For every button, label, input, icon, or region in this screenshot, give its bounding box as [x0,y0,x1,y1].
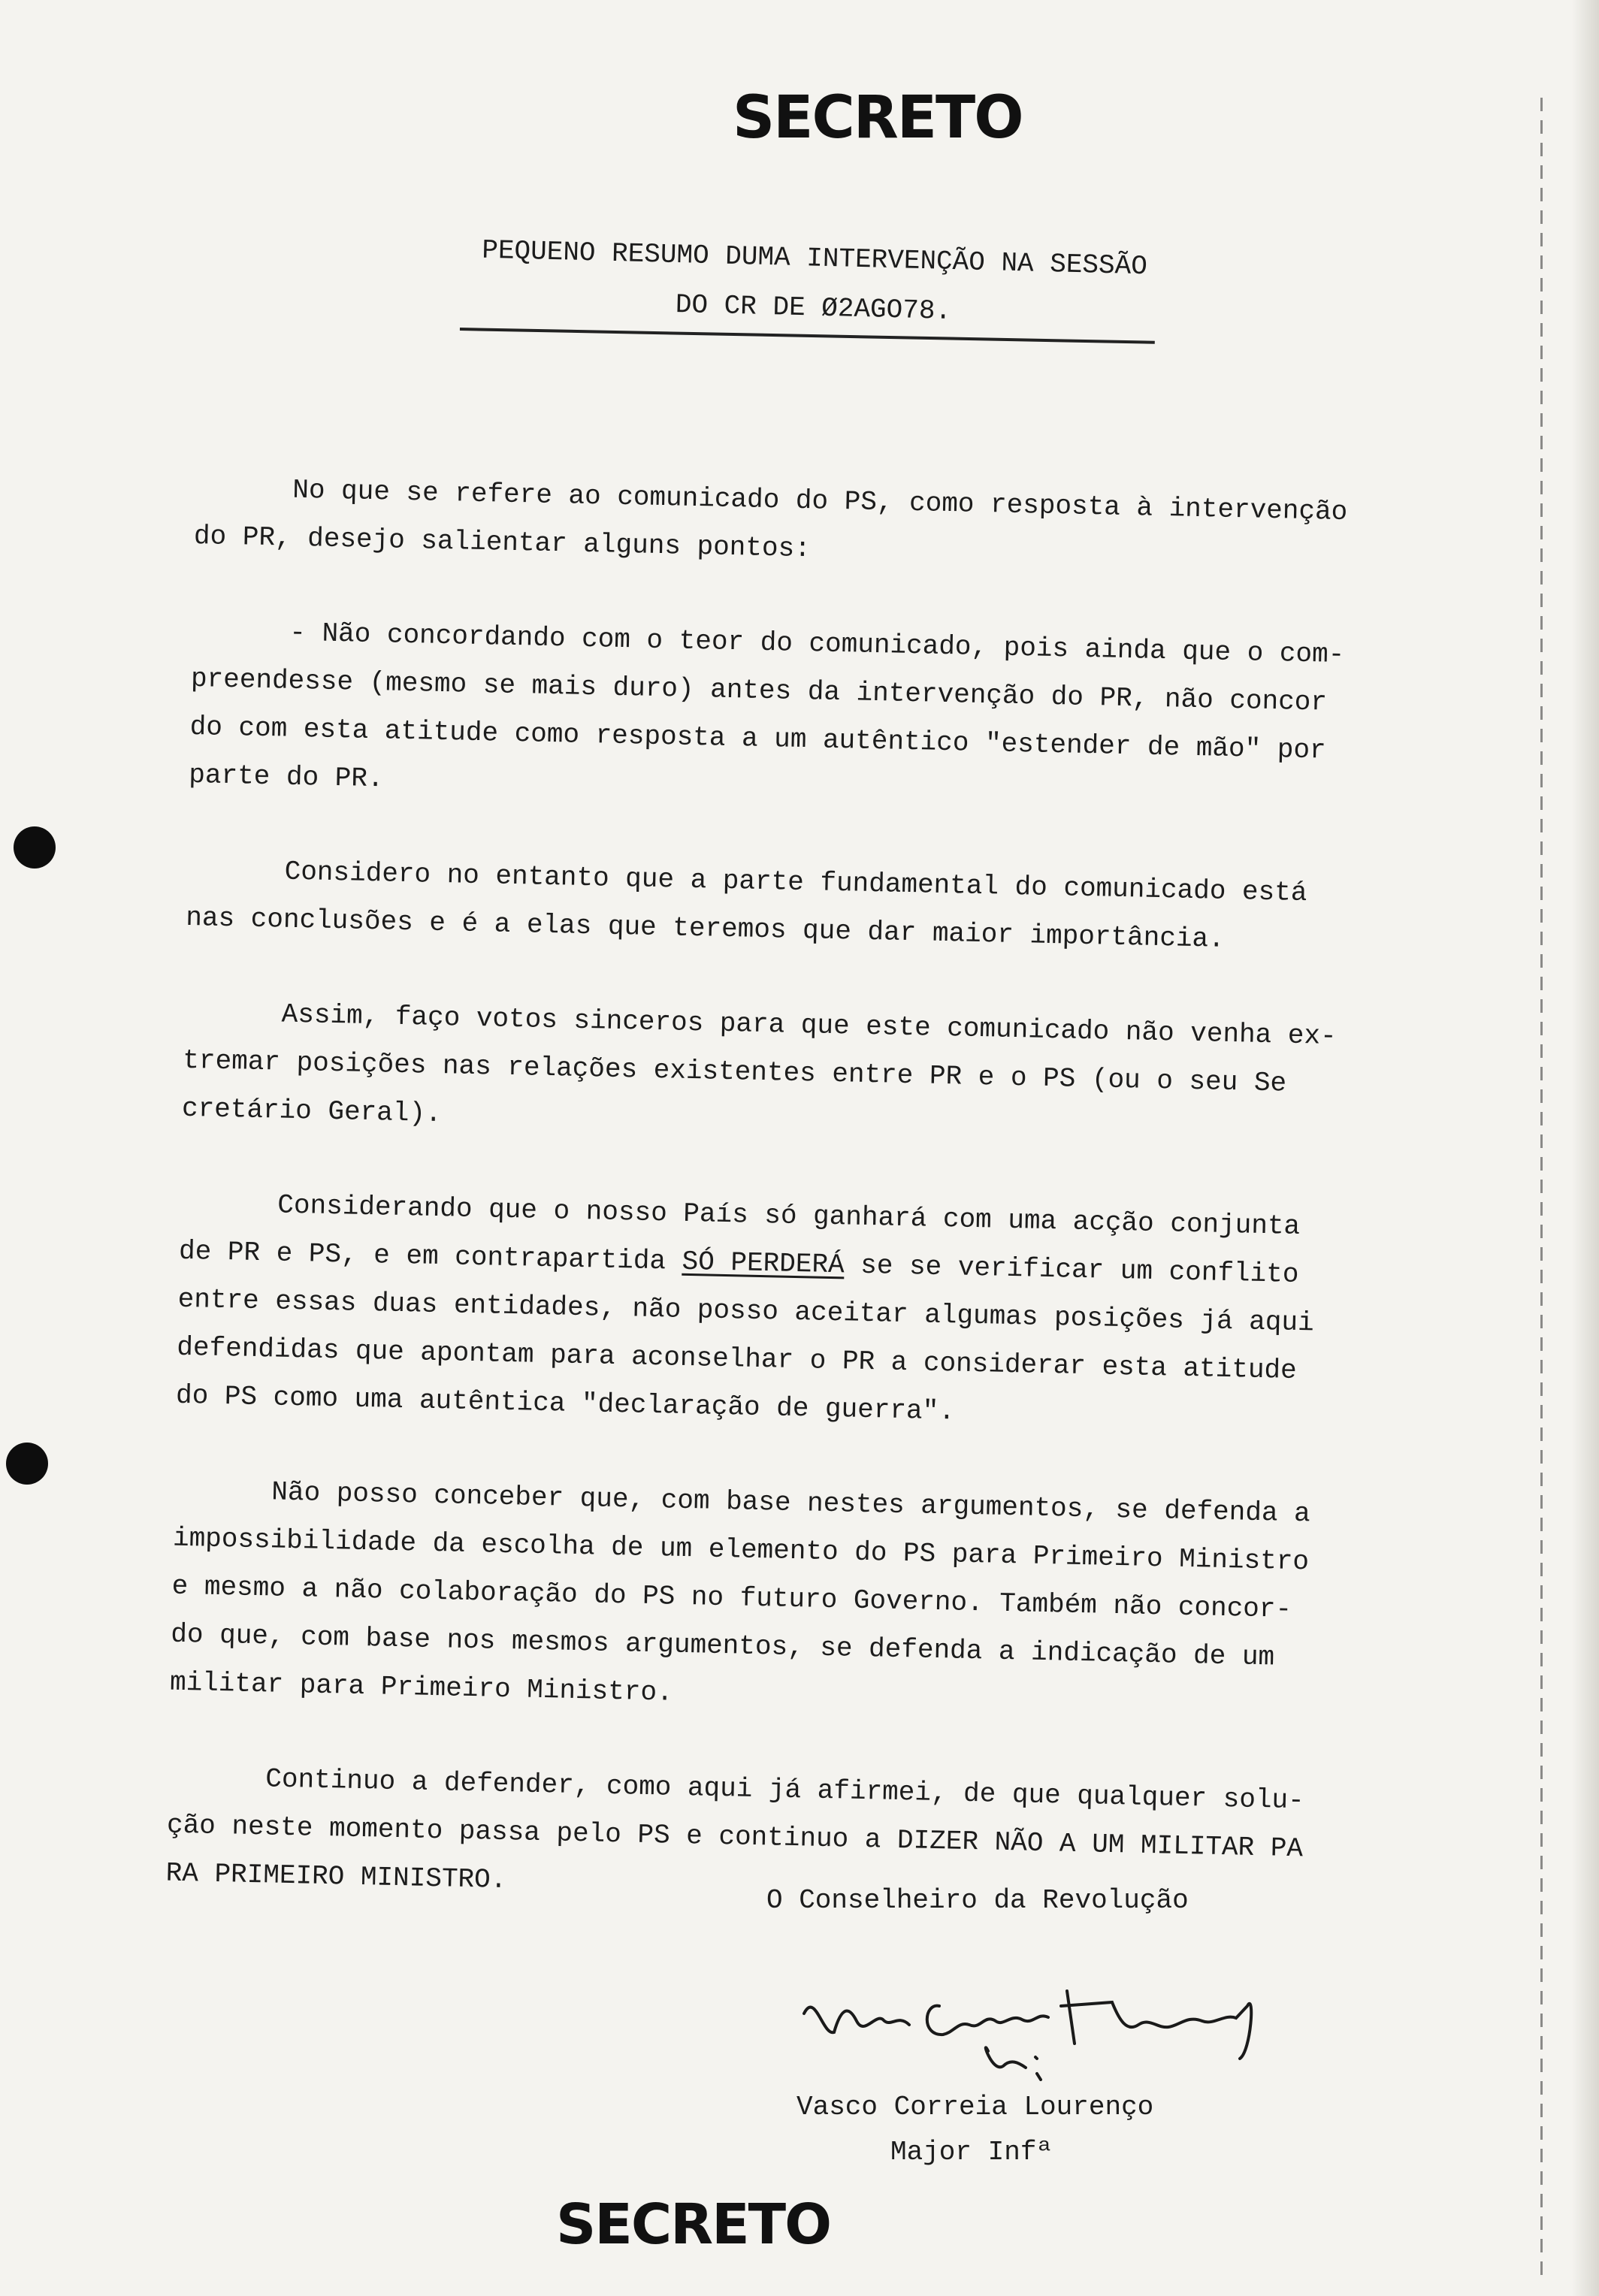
text-line: do que, com base nos mesmos argumentos, se defenda a indicação de um [170,1618,1275,1673]
paragraph-1 [193,464,1397,585]
text-fragment: se se verificar um conflito [844,1249,1299,1290]
scan-edge-line [1540,98,1543,2276]
text-line: - Não concordando com o teor do comunicado, pois ainda que o com- [289,617,1345,671]
scan-right-edge [1572,0,1599,2296]
paragraph-4 [181,989,1386,1158]
text-line: Não posso conceber que, com base nestes argumentos, se defenda a [271,1476,1311,1530]
underlined-emphasis: SÓ PERDERÁ [682,1246,845,1281]
punch-hole [14,826,56,869]
text-line: preendesse (mesmo se mais duro) antes da intervenção do PR, não concor [190,663,1328,718]
title-line-2: DO CR DE Ø2AGO78. [675,289,952,327]
text-line: ção neste momento passa pelo PS e continuo a DIZER NÃO A UM MILITAR PA [166,1809,1304,1865]
text-line: nas conclusões e é a elas que teremos que dar maior importância. [185,902,1226,955]
punch-hole [6,1443,48,1485]
text-line: Considero no entanto que a parte fundamental do comunicado está [284,856,1307,909]
text-line: defendidas que apontam para aconselhar o PR a considerar esta atitude [176,1331,1298,1386]
text-fragment: de PR e PS, e em contrapartida [178,1235,683,1277]
document-body [165,464,1398,1969]
title-line-1: PEQUENO RESUMO DUMA INTERVENÇÃO NA SESSÃO [481,234,1148,282]
text-line: tremar posições nas relações existentes entre PR e o PS (ou o seu Se [182,1044,1287,1099]
text-line: militar para Primeiro Ministro. [169,1666,674,1708]
text-line: parte do PR. [188,759,384,795]
text-line: Considerando que o nosso País só ganhará com uma acção conjunta [277,1189,1301,1243]
text-line: Assim, faço votos sinceros para que este comunicado não venha ex- [281,998,1338,1052]
text-line: cretário Geral). [181,1092,443,1130]
paragraph-3 [186,846,1389,967]
signatory-rank: Major Infª [890,2137,1053,2168]
text-line: impossibilidade da escolha de um elemento do PS para Primeiro Ministro [172,1522,1310,1578]
text-line: do PS como uma autêntica "declaração de guerra". [175,1379,956,1427]
text-line: entre essas duas entidades, não posso aceitar algumas posições já aqui [177,1283,1315,1339]
text-line: do com esta atitude como resposta a um autêntico "estender de mão" por [189,711,1327,766]
document-title [460,225,1168,342]
text-line: RA PRIMEIRO MINISTRO. [165,1857,507,1896]
paragraph-5 [175,1180,1382,1445]
text-line: Continuo a defender, como aqui já afirmei, de que qualquer solu- [264,1763,1305,1817]
paragraph-2 [189,607,1395,824]
text-line: No que se refere ao comunicado do PS, como resposta à intervenção [292,474,1348,528]
handwritten-signature [796,1961,1307,2081]
text-line: do PR, desejo salientar alguns pontos: [193,520,812,565]
signatory-name: Vasco Correia Lourenço [796,2092,1154,2122]
text-line: e mesmo a não colaboração do PS no futuro Governo. Também não concor- [171,1570,1292,1625]
classification-stamp-top: SECRETO [733,84,1023,152]
classification-stamp-bottom: SECRETO [556,2192,831,2257]
paragraph-6 [169,1467,1376,1732]
closing-role: O Conselheiro da Revolução [766,1885,1189,1916]
